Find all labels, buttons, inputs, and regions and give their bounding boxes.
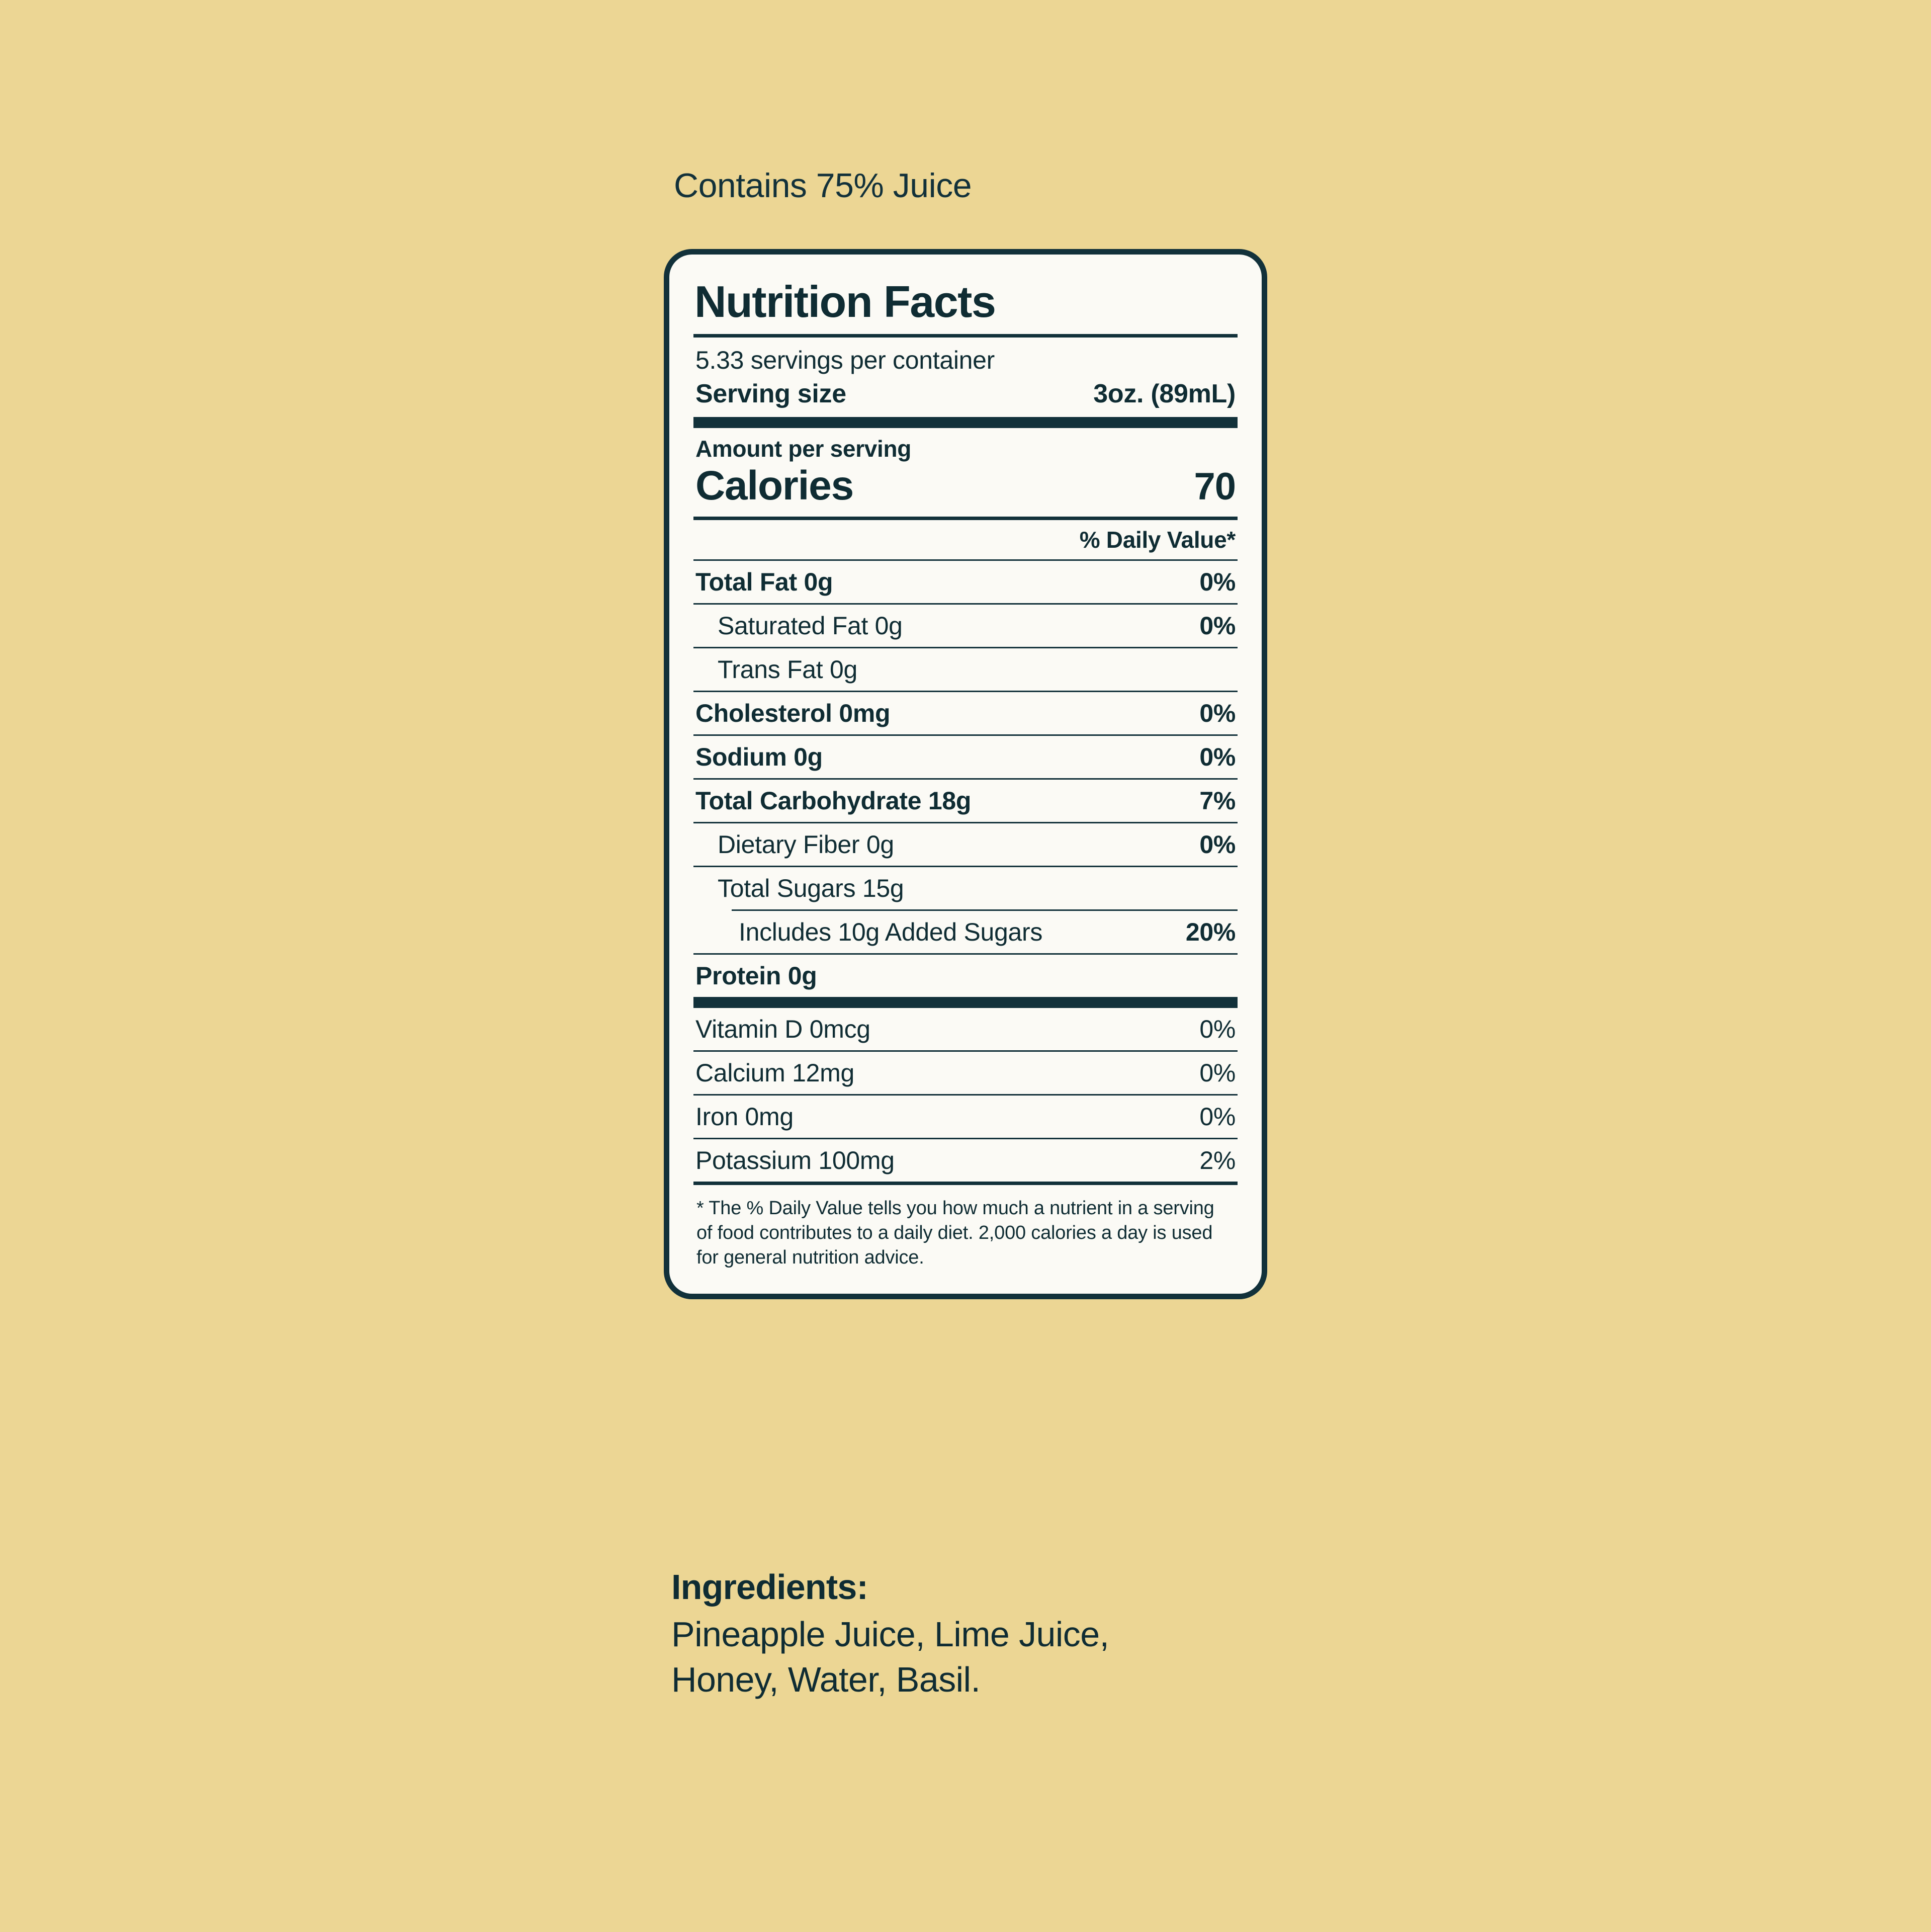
divider-thick-top	[693, 417, 1238, 428]
row-label: Includes 10g Added Sugars	[739, 918, 1043, 947]
calories-row	[693, 462, 1238, 517]
row-label: Total Sugars 15g	[718, 874, 904, 903]
row-added-sugars	[693, 911, 1238, 953]
ingredients-list: Pineapple Juice, Lime Juice, Honey, Water, Basil.	[671, 1615, 1109, 1699]
daily-value-footnote: * The % Daily Value tells you how much a nutrient in a serving of food contributes to a daily diet. 2,000 calories a day is used for general nutrition advice.	[696, 1198, 1214, 1268]
divider-above-footnote	[693, 1182, 1238, 1185]
row-value: 0%	[1199, 1015, 1236, 1044]
row-value: 0%	[1199, 743, 1236, 772]
divider-thick-bottom	[693, 997, 1238, 1008]
row-label: Total Carbohydrate 18g	[695, 787, 972, 815]
row-value: 0%	[1199, 1103, 1236, 1131]
divider-under-calories	[693, 517, 1238, 520]
servings-per-container: 5.33 servings per container	[695, 346, 995, 375]
row-label: Calcium 12mg	[695, 1059, 854, 1087]
row-total-sugars	[693, 867, 1238, 909]
contains-juice-text: Contains 75% Juice	[674, 166, 972, 205]
row-value: 0%	[1199, 830, 1236, 859]
ingredients-title: Ingredients:	[671, 1567, 868, 1607]
row-total-fat	[693, 561, 1238, 603]
row-total-carbohydrate	[693, 780, 1238, 822]
row-iron	[693, 1096, 1238, 1138]
amount-per-serving-label: Amount per serving	[695, 436, 912, 462]
row-value: 7%	[1199, 787, 1236, 815]
row-value: 0%	[1199, 1059, 1236, 1087]
row-sodium	[693, 736, 1238, 778]
nutrition-facts-title: Nutrition Facts	[694, 277, 996, 326]
serving-size-value: 3oz. (89mL)	[1093, 379, 1236, 409]
row-dietary-fiber	[693, 823, 1238, 866]
serving-size-row	[693, 376, 1238, 417]
row-label: Dietary Fiber 0g	[718, 830, 894, 859]
row-value: 2%	[1199, 1146, 1236, 1175]
row-value: 0%	[1199, 612, 1236, 640]
calories-value: 70	[1194, 465, 1236, 509]
row-value: 20%	[1185, 918, 1236, 947]
row-vitamin-d	[693, 1008, 1238, 1050]
row-trans-fat	[693, 648, 1238, 691]
row-label: Total Fat 0g	[695, 568, 833, 597]
row-value: 0%	[1199, 699, 1236, 728]
row-saturated-fat	[693, 605, 1238, 647]
row-label: Trans Fat 0g	[718, 655, 857, 684]
calories-label: Calories	[695, 463, 853, 509]
row-label: Sodium 0g	[695, 743, 823, 772]
row-protein	[693, 955, 1238, 997]
row-label: Iron 0mg	[695, 1103, 794, 1131]
row-label: Protein 0g	[695, 962, 817, 990]
row-label: Vitamin D 0mcg	[695, 1015, 870, 1044]
row-label: Cholesterol 0mg	[695, 699, 891, 728]
daily-value-header: % Daily Value*	[1079, 527, 1236, 553]
row-label: Potassium 100mg	[695, 1146, 895, 1175]
row-label: Saturated Fat 0g	[718, 612, 903, 640]
row-cholesterol	[693, 692, 1238, 734]
row-value: 0%	[1199, 568, 1236, 597]
row-calcium	[693, 1052, 1238, 1094]
nutrition-facts-panel	[664, 249, 1267, 1299]
serving-size-label: Serving size	[695, 379, 846, 409]
row-potassium	[693, 1139, 1238, 1182]
ingredients-section	[671, 1567, 1375, 1702]
divider-under-title	[693, 334, 1238, 338]
